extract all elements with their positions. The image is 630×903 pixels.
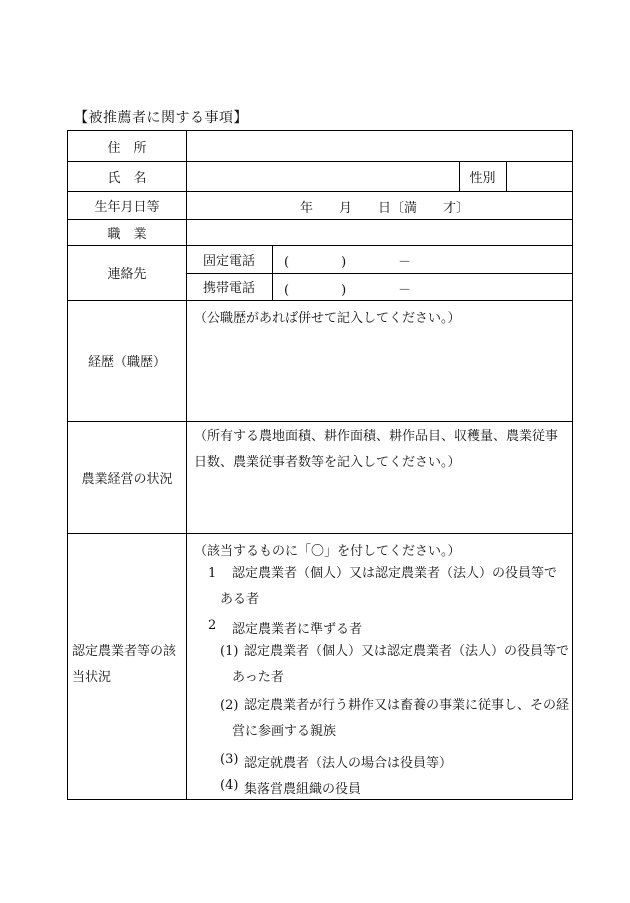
gender-label: 性別 [469,170,496,186]
career-instruction: （公職歴があれば併せて記入してください。） [194,311,461,326]
name-label: 氏 名 [107,170,147,186]
landline-field[interactable]: ( ) － [284,255,412,270]
option-number: 2 [208,618,217,633]
sub-option-number: (3) [220,752,239,767]
career-label: 経歴（職歴） [87,355,166,370]
certified-status-instruction: （該当するものに「〇」を付してください。） [194,544,461,559]
row-divider [68,533,572,534]
birth-date-field[interactable]: 年 月 日〔満 才〕 [300,201,470,216]
sub-option-number: (4) [220,778,239,793]
sub-option-number: (2) [220,698,239,713]
column-divider [272,245,273,300]
occupation-label: 職 業 [107,226,147,242]
certified-status-label: 認定農業者等の該当状況 [72,644,177,685]
farm-management-label: 農業経営の状況 [81,471,173,487]
sub-option-2-text: 認定農業者が行う耕作又は畜養の事業に従事し、その経営に参画する親族 [232,698,570,739]
farm-management-instruction: （所有する農地面積、耕作面積、耕作品目、収穫量、農業従事日数、農業従事者数等を記入してください。） [194,429,559,470]
address-label: 住 所 [107,140,147,156]
option-1-text: 認定農業者（個人）又は認定農業者（法人）の役員等である者 [220,566,558,607]
sub-option-3-text: 認定就農者（法人の場合は役員等） [244,756,453,771]
occupation-field[interactable] [187,220,572,245]
farm-management-field[interactable] [187,481,572,533]
nominee-form-table [67,130,573,800]
sub-option-1-text: 認定農業者（個人）又は認定農業者（法人）の役員等であった者 [232,644,570,685]
mobile-field[interactable]: ( ) － [284,283,412,298]
option-2-text: 認定農業者に準ずる者 [232,622,363,637]
landline-label: 固定電話 [202,253,255,269]
gender-field[interactable] [507,162,572,191]
name-field[interactable] [187,162,459,191]
mobile-label: 携帯電話 [202,281,255,296]
career-field[interactable] [187,331,572,421]
contact-label: 連絡先 [107,267,147,282]
address-field[interactable] [187,132,572,161]
option-number: 1 [208,566,217,581]
sub-option-4-text: 集落営農組織の役員 [244,782,362,797]
sub-option-number: (1) [220,644,239,659]
birth-date-label: 生年月日等 [94,199,160,215]
section-heading: 【被推薦者に関する事項】 [74,110,248,126]
